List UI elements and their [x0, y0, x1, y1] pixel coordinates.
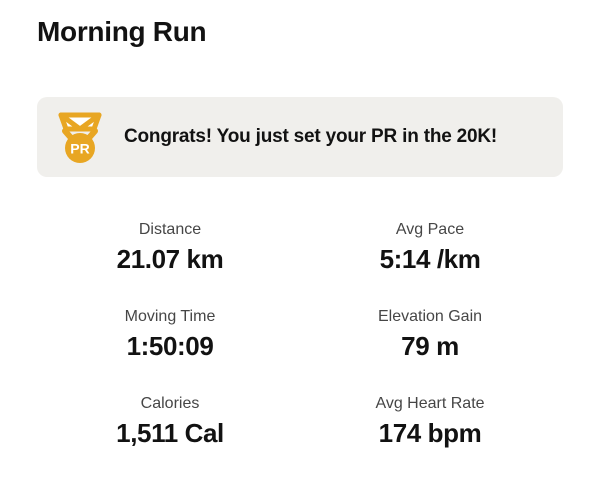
stat-moving-time: [40, 306, 300, 362]
stat-value: 174 bpm: [378, 418, 482, 448]
stat-avg-pace: [300, 219, 560, 275]
stat-distance: [40, 219, 300, 275]
activity-stats-grid: [40, 219, 560, 449]
stat-calories: [40, 393, 300, 449]
stat-avg-heart-rate: [300, 393, 560, 449]
pr-congrats-message: Congrats! You just set your PR in the 20K!: [124, 126, 498, 147]
stat-value: 1:50:09: [126, 331, 214, 361]
activity-summary-page: [0, 14, 600, 479]
stat-label: Calories: [140, 395, 200, 412]
stat-value: 5:14 /km: [379, 244, 481, 274]
pr-medal-label: PR: [70, 140, 90, 157]
stat-label: Avg Heart Rate: [375, 395, 485, 412]
stat-label: Moving Time: [124, 308, 216, 325]
stat-value: 21.07 km: [116, 244, 224, 274]
stat-label: Distance: [138, 221, 202, 238]
stat-label: Avg Pace: [395, 221, 465, 238]
stat-value: 1,511 Cal: [116, 418, 224, 448]
stat-label: Elevation Gain: [377, 308, 483, 325]
activity-title: Morning Run: [37, 16, 207, 47]
stat-value: 79 m: [401, 331, 459, 361]
pr-medal-icon: [55, 110, 105, 164]
pr-achievement-banner[interactable]: [37, 97, 563, 177]
stat-elevation-gain: [300, 306, 560, 362]
